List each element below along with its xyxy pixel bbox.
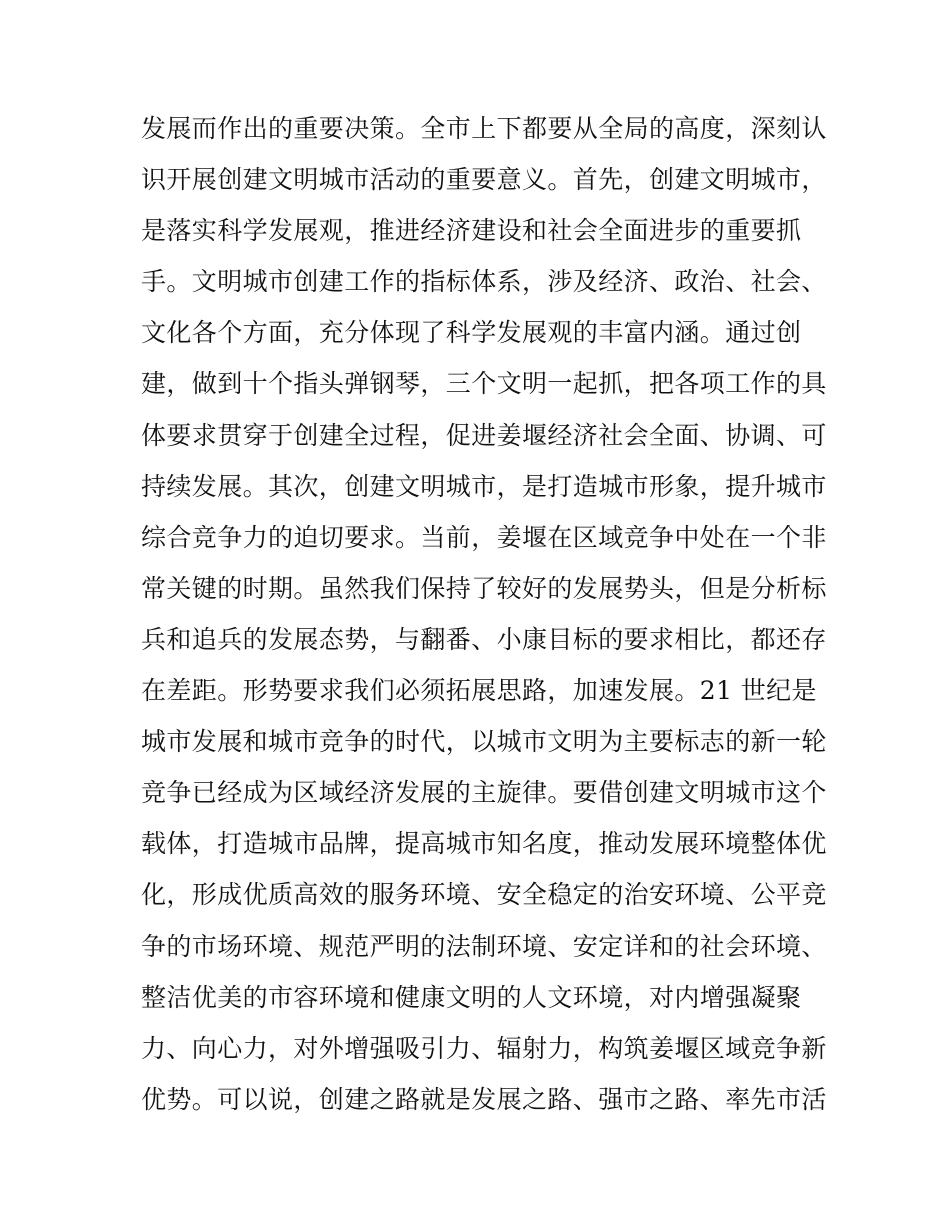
text-line: 载体，打造城市品牌，提高城市知名度，推动发展环境整体优 [141, 829, 827, 859]
body-paragraph [141, 103, 827, 1125]
text-line: 是落实科学发展观，推进经济建设和社会全面进步的重要抓 [141, 216, 802, 246]
text-line: 发展而作出的重要决策。全市上下都要从全局的高度，深刻认 [141, 114, 827, 143]
text-line: 兵和追兵的发展态势，与翻番、小康目标的要求相比，都还存 [141, 624, 827, 654]
text-line: 竞争已经成为区域经济发展的主旋律。要借创建文明城市这个 [141, 778, 827, 808]
text-line: 识开展创建文明城市活动的重要意义。首先，创建文明城市， [141, 165, 827, 195]
text-line: 化，形成优质高效的服务环境、安全稳定的治安环境、公平竞 [141, 880, 827, 910]
text-line: 综合竞争力的迫切要求。当前，姜堰在区域竞争中处在一个非 [141, 522, 827, 552]
text-line: 在差距。形势要求我们必须拓展思路，加速发展。21 世纪是 [141, 676, 817, 706]
text-line: 手。文明城市创建工作的指标体系，涉及经济、政治、社会、 [141, 267, 827, 297]
text-line: 持续发展。其次，创建文明城市，是打造城市形象，提升城市 [141, 471, 827, 501]
text-line: 常关键的时期。虽然我们保持了较好的发展势头，但是分析标 [141, 573, 827, 603]
text-line: 城市发展和城市竞争的时代，以城市文明为主要标志的新一轮 [141, 727, 827, 757]
text-line: 建，做到十个指头弹钢琴，三个文明一起抓，把各项工作的具 [141, 369, 827, 399]
text-line: 体要求贯穿于创建全过程，促进姜堰经济社会全面、协调、可 [141, 420, 827, 450]
text-line: 整洁优美的市容环境和健康文明的人文环境，对内增强凝聚 [141, 982, 802, 1012]
text-line: 力、向心力，对外增强吸引力、辐射力，构筑姜堰区域竞争新 [141, 1033, 827, 1063]
text-line: 争的市场环境、规范严明的法制环境、安定详和的社会环境、 [141, 931, 827, 961]
text-line: 优势。可以说，创建之路就是发展之路、强市之路、率先市活 [141, 1084, 827, 1114]
text-line: 文化各个方面，充分体现了科学发展观的丰富内涵。通过创 [141, 318, 802, 348]
